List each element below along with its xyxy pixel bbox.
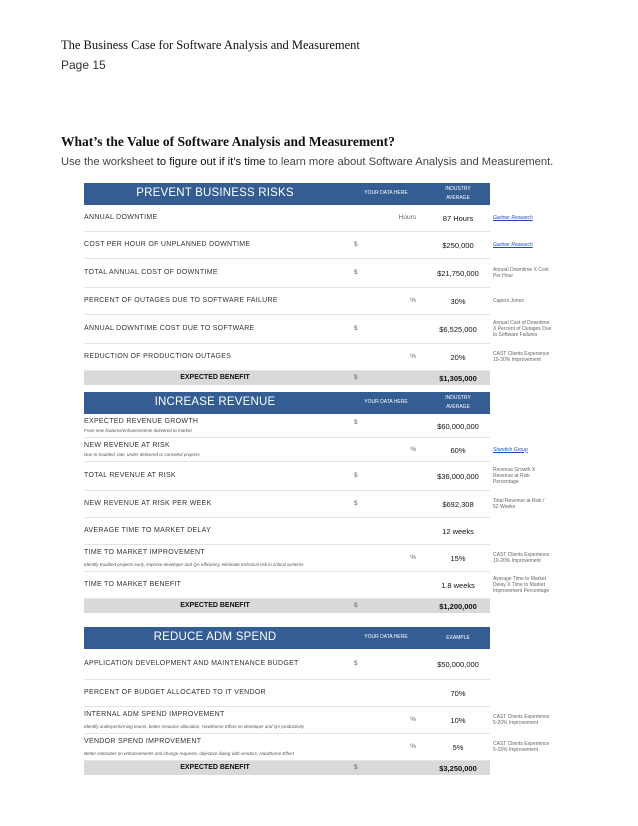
your-data-input[interactable]: % <box>410 743 416 750</box>
row-sublabel: Better estimates on enhancements and change requests, objective dialog with vendors, Hawthorne Effect <box>84 751 294 756</box>
row-value: $21,750,000 <box>437 269 479 278</box>
row-note-line: Annual Downtime X Cost <box>493 267 549 273</box>
row-label: ANNUAL DOWNTIME <box>84 214 158 221</box>
table-row <box>84 491 545 518</box>
row-label: TOTAL ANNUAL COST OF DOWNTIME <box>84 269 218 276</box>
row-note-line: 10-30% Improvement <box>493 357 541 363</box>
row-note-line: Delay X Time to Market <box>493 582 545 588</box>
row-note-line: Capers Jones <box>493 298 524 304</box>
row-label: NEW REVENUE AT RISK <box>84 442 170 449</box>
row-value: $36,000,000 <box>437 472 479 481</box>
your-data-input[interactable]: % <box>410 353 416 360</box>
table-row <box>84 205 533 232</box>
row-label: REDUCTION OF PRODUCTION OUTAGES <box>84 353 232 360</box>
row-note <box>493 714 549 726</box>
expected-benefit-unit: $ <box>354 602 358 609</box>
row-label: APPLICATION DEVELOPMENT AND MAINTENANCE BUDGET <box>84 660 299 667</box>
row-value: 60% <box>450 445 466 455</box>
row-value: $692,308 <box>442 500 474 509</box>
column-header-your-data: YOUR DATA HERE <box>364 634 408 640</box>
row-value: 87 Hours <box>442 214 474 223</box>
row-note <box>493 498 544 510</box>
row-note <box>493 320 551 338</box>
column-header-reference-line2: AVERAGE <box>446 404 470 410</box>
row-value: $50,000,000 <box>437 660 479 669</box>
row-value: $250,000 <box>442 241 474 250</box>
row-note-line: CAST Clients Experience <box>493 714 550 720</box>
row-label: ANNUAL DOWNTIME COST DUE TO SOFTWARE <box>84 325 255 332</box>
row-note-line: 5-20% Improvement <box>493 720 539 726</box>
page-number: Page 15 <box>61 58 106 72</box>
your-data-input[interactable]: % <box>410 716 416 723</box>
row-sublabel: Identify troubled projects early, improve developer and QA efficiency, eliminate technical risk in critical systems <box>84 562 304 567</box>
row-note-line: Revenue at Risk <box>493 473 530 479</box>
table-row <box>84 518 490 545</box>
row-note-line: Annual Cost of Downtime <box>493 320 550 326</box>
row-label: TIME TO MARKET BENEFIT <box>84 581 182 588</box>
row-note-line: CAST Clients Experience <box>493 351 550 357</box>
row-note-line: Average Time to Market <box>493 576 546 582</box>
row-note <box>493 267 549 279</box>
document-title: The Business Case for Software Analysis and Measurement <box>61 38 360 52</box>
expected-benefit-row <box>84 599 490 613</box>
your-data-input[interactable]: % <box>410 554 416 561</box>
row-value: 10% <box>450 716 466 725</box>
row-note-line: Gartner Research <box>493 215 533 221</box>
table-row <box>84 649 490 680</box>
row-label: PERCENT OF OUTAGES DUE TO SOFTWARE FAILURE <box>84 297 278 304</box>
expected-benefit-label: EXPECTED BENEFIT <box>180 374 250 381</box>
worksheet-table <box>84 392 550 613</box>
row-note-line: Per Hour <box>493 273 514 279</box>
row-value: 70% <box>450 689 466 698</box>
your-data-input[interactable]: $ <box>354 241 358 248</box>
row-label: NEW REVENUE AT RISK PER WEEK <box>84 500 212 507</box>
row-value: 20% <box>450 353 466 362</box>
row-sublabel: Identify underperforming teams, better resource allocation, Hawthorne Effect on developer and QA productivity <box>84 724 304 729</box>
expected-benefit-row <box>84 371 490 385</box>
source-link[interactable] <box>493 215 533 221</box>
table-title: INCREASE REVENUE <box>154 396 276 408</box>
expected-benefit-value: $1,305,000 <box>439 374 477 383</box>
your-data-input[interactable]: $ <box>354 269 358 276</box>
table-row <box>84 232 533 259</box>
table-row <box>84 734 550 761</box>
expected-benefit-unit: $ <box>354 764 358 771</box>
row-note-line: CAST Clients Experience <box>493 741 550 747</box>
section-intro <box>61 156 553 168</box>
row-value: $6,525,000 <box>439 325 477 334</box>
row-note-line: 5-15% Improvement <box>493 747 539 753</box>
column-header-reference-line2: EXAMPLE <box>446 635 470 641</box>
row-label: INTERNAL ADM SPEND IMPROVEMENT <box>84 711 225 718</box>
row-label: AVERAGE TIME TO MARKET DELAY <box>84 527 212 534</box>
your-data-input[interactable]: $ <box>354 325 358 332</box>
expected-benefit-label: EXPECTED BENEFIT <box>180 602 250 609</box>
table-row <box>84 545 550 572</box>
column-header-reference <box>426 394 490 412</box>
column-header-reference-line2: AVERAGE <box>446 195 470 201</box>
row-note <box>493 552 549 564</box>
row-value: 15% <box>450 554 466 563</box>
row-sublabel: Due to troubled, late, under delivered or canceled projects. <box>84 452 201 457</box>
row-note-line: Revenue Growth X <box>493 467 536 473</box>
table-row <box>84 414 490 438</box>
row-note <box>493 467 535 485</box>
your-data-input[interactable]: % <box>410 297 416 304</box>
table-title: PREVENT BUSINESS RISKS <box>136 187 294 199</box>
row-note <box>493 298 524 304</box>
row-note-line: CAST Clients Experience <box>493 552 550 558</box>
row-note <box>493 741 549 753</box>
row-note-line: 10-20% Improvement <box>493 558 541 564</box>
table-row <box>84 288 524 315</box>
row-label: VENDOR SPEND IMPROVEMENT <box>84 738 202 745</box>
expected-benefit-row <box>84 761 490 775</box>
expected-benefit-value: $1,200,000 <box>439 602 477 611</box>
table-row <box>84 344 550 371</box>
column-header-reference <box>426 185 490 203</box>
table-row <box>84 315 552 344</box>
your-data-input[interactable]: $ <box>354 418 358 426</box>
table-row <box>84 707 550 734</box>
expected-benefit-label: EXPECTED BENEFIT <box>180 764 250 771</box>
your-data-input[interactable]: $ <box>354 660 358 667</box>
table-row <box>84 680 490 707</box>
row-value: 1.8 weeks <box>441 581 475 590</box>
expected-benefit-value: $3,250,000 <box>439 764 477 773</box>
table-title: REDUCE ADM SPEND <box>153 631 277 643</box>
table-header <box>84 627 490 649</box>
table-header <box>84 183 490 205</box>
section-title: What’s the Value of Software Analysis and Measurement? <box>61 134 395 149</box>
row-value: 30% <box>450 297 466 306</box>
row-value: 12 weeks <box>442 527 474 536</box>
row-label: COST PER HOUR OF UNPLANNED DOWNTIME <box>84 241 251 248</box>
column-header-reference <box>426 634 490 643</box>
row-note-line: 52 Weeks <box>493 504 516 510</box>
source-link[interactable] <box>493 447 528 453</box>
row-note-line: Total Revenue at Risk / <box>493 498 545 504</box>
row-note-line: to Software Failures <box>493 332 538 338</box>
column-header-reference-line1: INDUSTRY <box>445 186 471 192</box>
source-link[interactable] <box>493 242 533 248</box>
your-data-input[interactable]: $ <box>354 500 358 507</box>
worksheet-table <box>84 183 552 385</box>
row-sublabel: From new features/enhancements delivered to market <box>84 428 192 433</box>
row-note-line: Improvement Percentage <box>493 588 550 594</box>
your-data-input[interactable]: $ <box>354 472 358 479</box>
your-data-input[interactable]: Hours <box>398 214 416 221</box>
column-header-reference-line1: INDUSTRY <box>445 395 471 401</box>
intro-text-end: to learn more about Software Analysis and Measurement. <box>265 156 554 168</box>
row-label: PERCENT OF BUDGET ALLOCATED TO IT VENDOR <box>84 689 266 696</box>
table-row <box>84 259 549 288</box>
worksheet-table <box>84 627 550 775</box>
row-note-line: Gartner Research <box>493 242 533 248</box>
row-note-line: X Percent of Outages Due <box>493 326 552 332</box>
row-label: TIME TO MARKET IMPROVEMENT <box>84 549 205 556</box>
row-label: EXPECTED REVENUE GROWTH <box>84 418 199 425</box>
column-header-your-data: YOUR DATA HERE <box>364 399 408 405</box>
row-value: $60,000,000 <box>437 421 479 431</box>
intro-text-start: Use the worksheet <box>61 156 157 168</box>
your-data-input[interactable]: % <box>410 445 416 453</box>
table-row <box>84 572 550 599</box>
column-header-your-data: YOUR DATA HERE <box>364 190 408 196</box>
row-note-line: Standish Group <box>493 446 528 453</box>
row-label: TOTAL REVENUE AT RISK <box>84 472 176 479</box>
table-row <box>84 462 536 491</box>
row-value: 5% <box>452 743 464 752</box>
intro-text-emphasis: to figure out if it’s time <box>156 156 266 168</box>
row-note-line: Percentage <box>493 479 519 485</box>
row-note <box>493 351 549 363</box>
expected-benefit-unit: $ <box>354 374 358 381</box>
table-header <box>84 392 490 414</box>
row-note <box>493 576 549 594</box>
table-row <box>84 438 528 462</box>
